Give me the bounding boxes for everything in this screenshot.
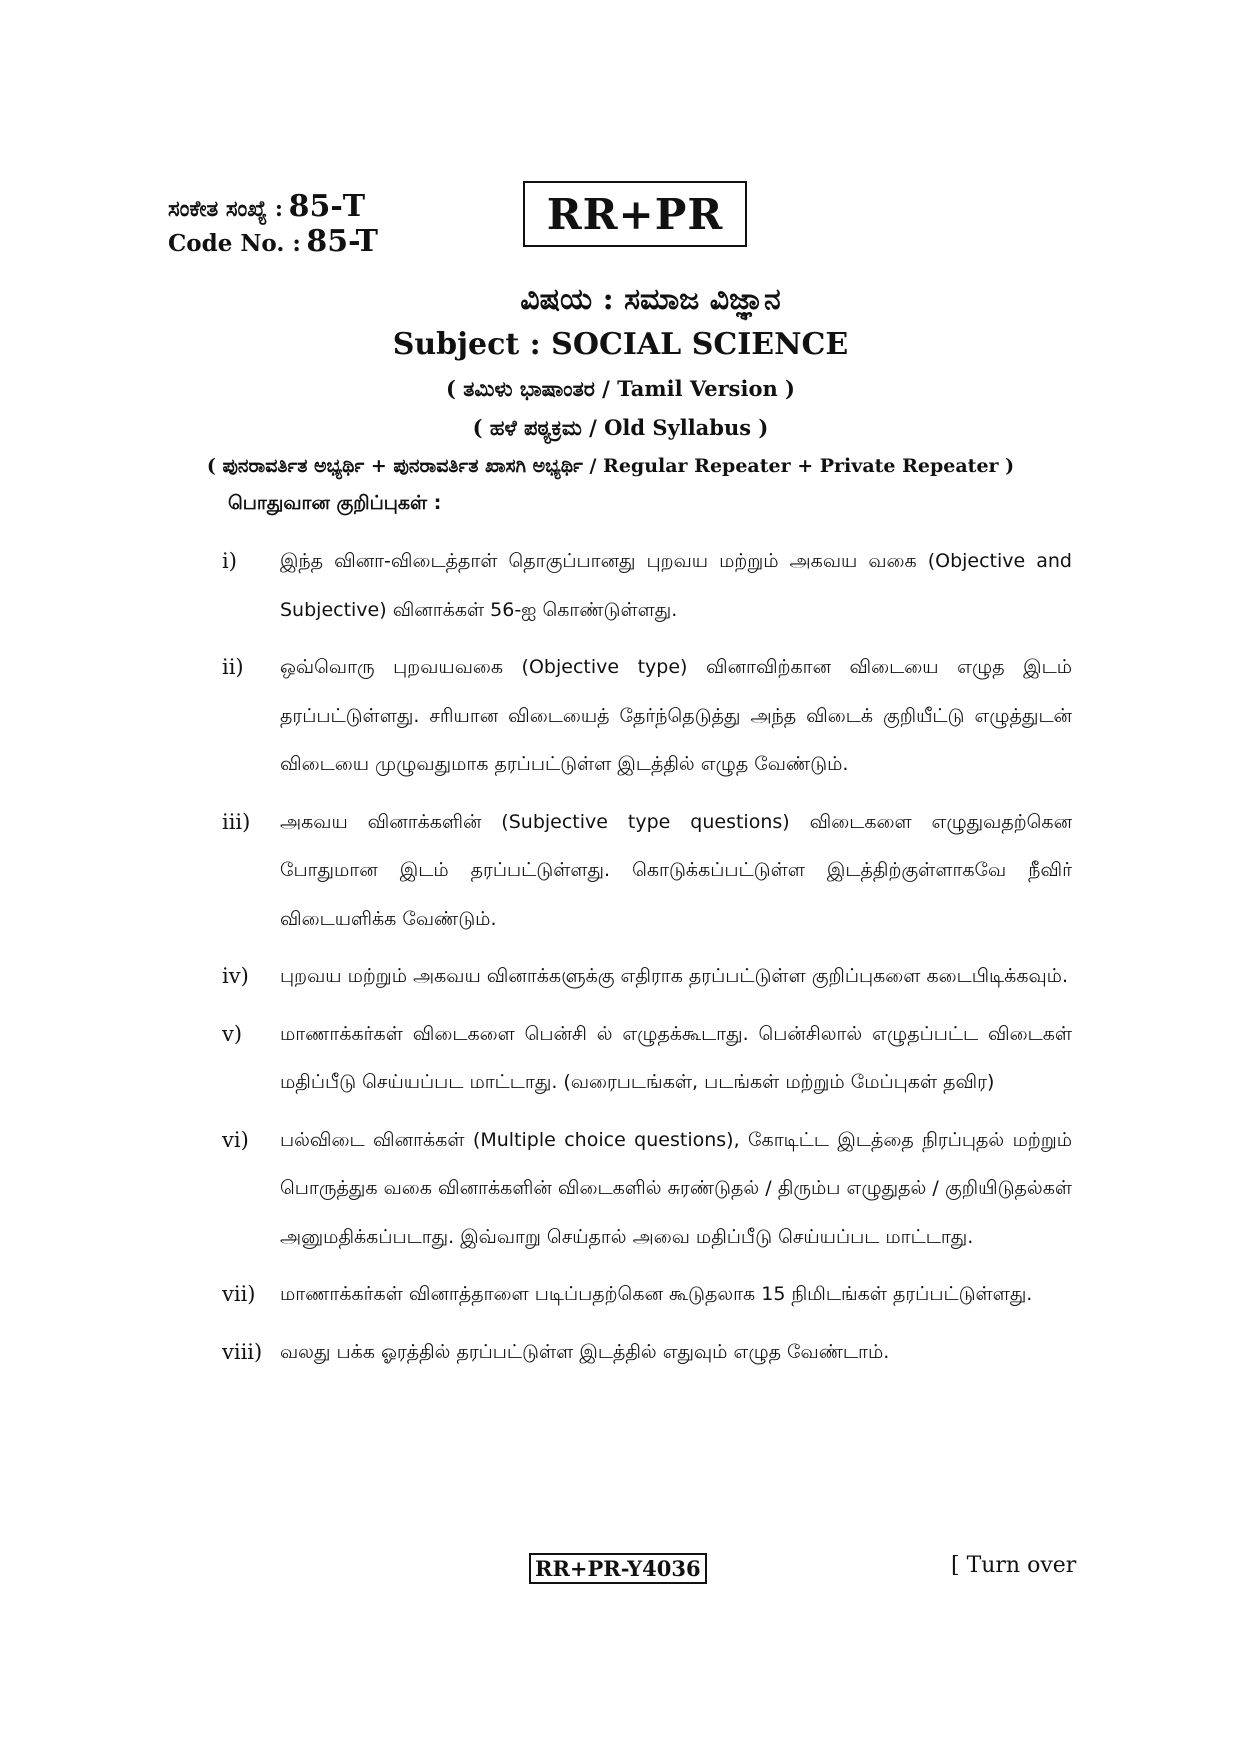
instruction-item <box>222 643 1072 789</box>
instruction-number: v) <box>222 1021 243 1046</box>
instruction-text: ஒவ்வொரு புறவயவகை (Objective type) வினாவிற்கான விடையை எழுத இடம் தரப்பட்டுள்ளது. சரியான விடையைத் தேர்ந்தெடுத்து அந்த விடைக் குறியீட்டு எழுத்துடன் விடையை முழுவதுமாக தரப்பட்டுள்ள இடத்தில் எழுத வேண்டும். <box>280 656 1072 775</box>
old-syllabus-line: ( ಹಳೆ ಪಠ್ಯಕ್ರಮ / Old Syllabus ) <box>472 415 769 440</box>
instruction-number: vi) <box>222 1127 249 1152</box>
code-number-english <box>168 225 378 260</box>
instruction-number: vii) <box>222 1282 256 1306</box>
instruction-text: மாணாக்கர்கள் விடைகளை பென்சி ல் எழுதக்கூடாது. பென்சிலால் எழுதப்பட்ட விடைகள் மதிப்பீடு செய்யப்பட மாட்டாது. (வரைபடங்கள், படங்கள் மற்றும் மேப்புகள் தவிர) <box>280 1022 1072 1093</box>
instruction-number: viii) <box>222 1339 263 1364</box>
instruction-text: இந்த வினா-விடைத்தாள் தொகுப்பானது புறவய மற்றும் அகவய வகை (Objective and Subjective) வினாக்கள் 56-ஐ கொண்டுள்ளது. <box>280 550 1072 621</box>
repeater-line: ( ಪುನರಾವರ್ತಿತ ಅಭ್ಯರ್ಥಿ + ಪುನರಾವರ್ತಿತ ಖಾಸಗಿ ಅಭ್ಯರ್ಥಿ / Regular Repeater + Private Repeater ) <box>206 455 1015 477</box>
code-value-kannada: 85-T <box>288 189 366 224</box>
instruction-text: வலது பக்க ஓரத்தில் தரப்பட்டுள்ள இடத்தில் எதுவும் எழுத வேண்டாம். <box>280 1340 890 1363</box>
code-label-kannada: ಸಂಕೇತ ಸಂಖ್ಯೆ : <box>168 196 284 222</box>
instruction-item <box>222 1328 1072 1377</box>
code-value-english: 85-T <box>306 223 378 259</box>
paper-code-box: RR+PR-Y4036 <box>529 1553 707 1584</box>
instruction-text: அகவய வினாக்களின் (Subjective type questions) விடைகளை எழுதுவதற்கென போதுமான இடம் தரப்பட்டுள்ளது. கொடுக்கப்பட்டுள்ள இடத்திற்குள்ளாகவே நீவிர் விடையளிக்க வேண்டும். <box>280 810 1072 930</box>
instruction-item <box>222 1116 1072 1262</box>
code-number-kannada <box>168 190 378 225</box>
instruction-item <box>222 537 1072 634</box>
instruction-item <box>222 1270 1072 1319</box>
instruction-item <box>222 952 1072 1001</box>
subject-title-kannada: ವಿಷಯ : ಸಮಾಜ ವಿಜ್ಞಾನ <box>520 282 781 317</box>
instruction-number: iv) <box>222 964 249 988</box>
turn-over-note: [ Turn over <box>951 1553 1077 1578</box>
instruction-item <box>222 1010 1072 1107</box>
instruction-text: மாணாக்கர்கள் வினாத்தாளை படிப்பதற்கென கூடுதலாக 15 நிமிடங்கள் தரப்பட்டுள்ளது. <box>280 1283 1033 1305</box>
instruction-text: புறவய மற்றும் அகவய வினாக்களுக்கு எதிராக தரப்பட்டுள்ள குறிப்புகளை கடைபிடிக்கவும். <box>280 965 1068 987</box>
exam-type-badge: RR+PR <box>523 181 747 247</box>
tamil-version-line: ( ತಮಿಳು ಭಾಷಾಂತರ / Tamil Version ) <box>446 376 795 401</box>
code-number-block <box>168 190 378 259</box>
instruction-item <box>222 798 1072 944</box>
instructions-list <box>222 537 1072 1385</box>
general-instructions-heading: பொதுவான குறிப்புகள் : <box>228 492 442 514</box>
instruction-number: ii) <box>222 655 244 679</box>
instruction-text: பல்விடை வினாக்கள் (Multiple choice questions), கோடிட்ட இடத்தை நிரப்புதல் மற்றும் பொருத்துக வகை வினாக்களின் விடைகளில் சுரண்டுதல் / திரும்ப எழுதுதல் / குறியிடுதல்கள் அனுமதிக்கப்படாது. இவ்வாறு செய்தால் அவை மதிப்பீடு செய்யப்பட மாட்டாது. <box>280 1128 1072 1248</box>
subject-title-english: Subject : SOCIAL SCIENCE <box>392 327 849 362</box>
code-label-english: Code No. : <box>168 229 301 257</box>
instruction-number: iii) <box>222 809 251 834</box>
instruction-number: i) <box>222 549 237 573</box>
